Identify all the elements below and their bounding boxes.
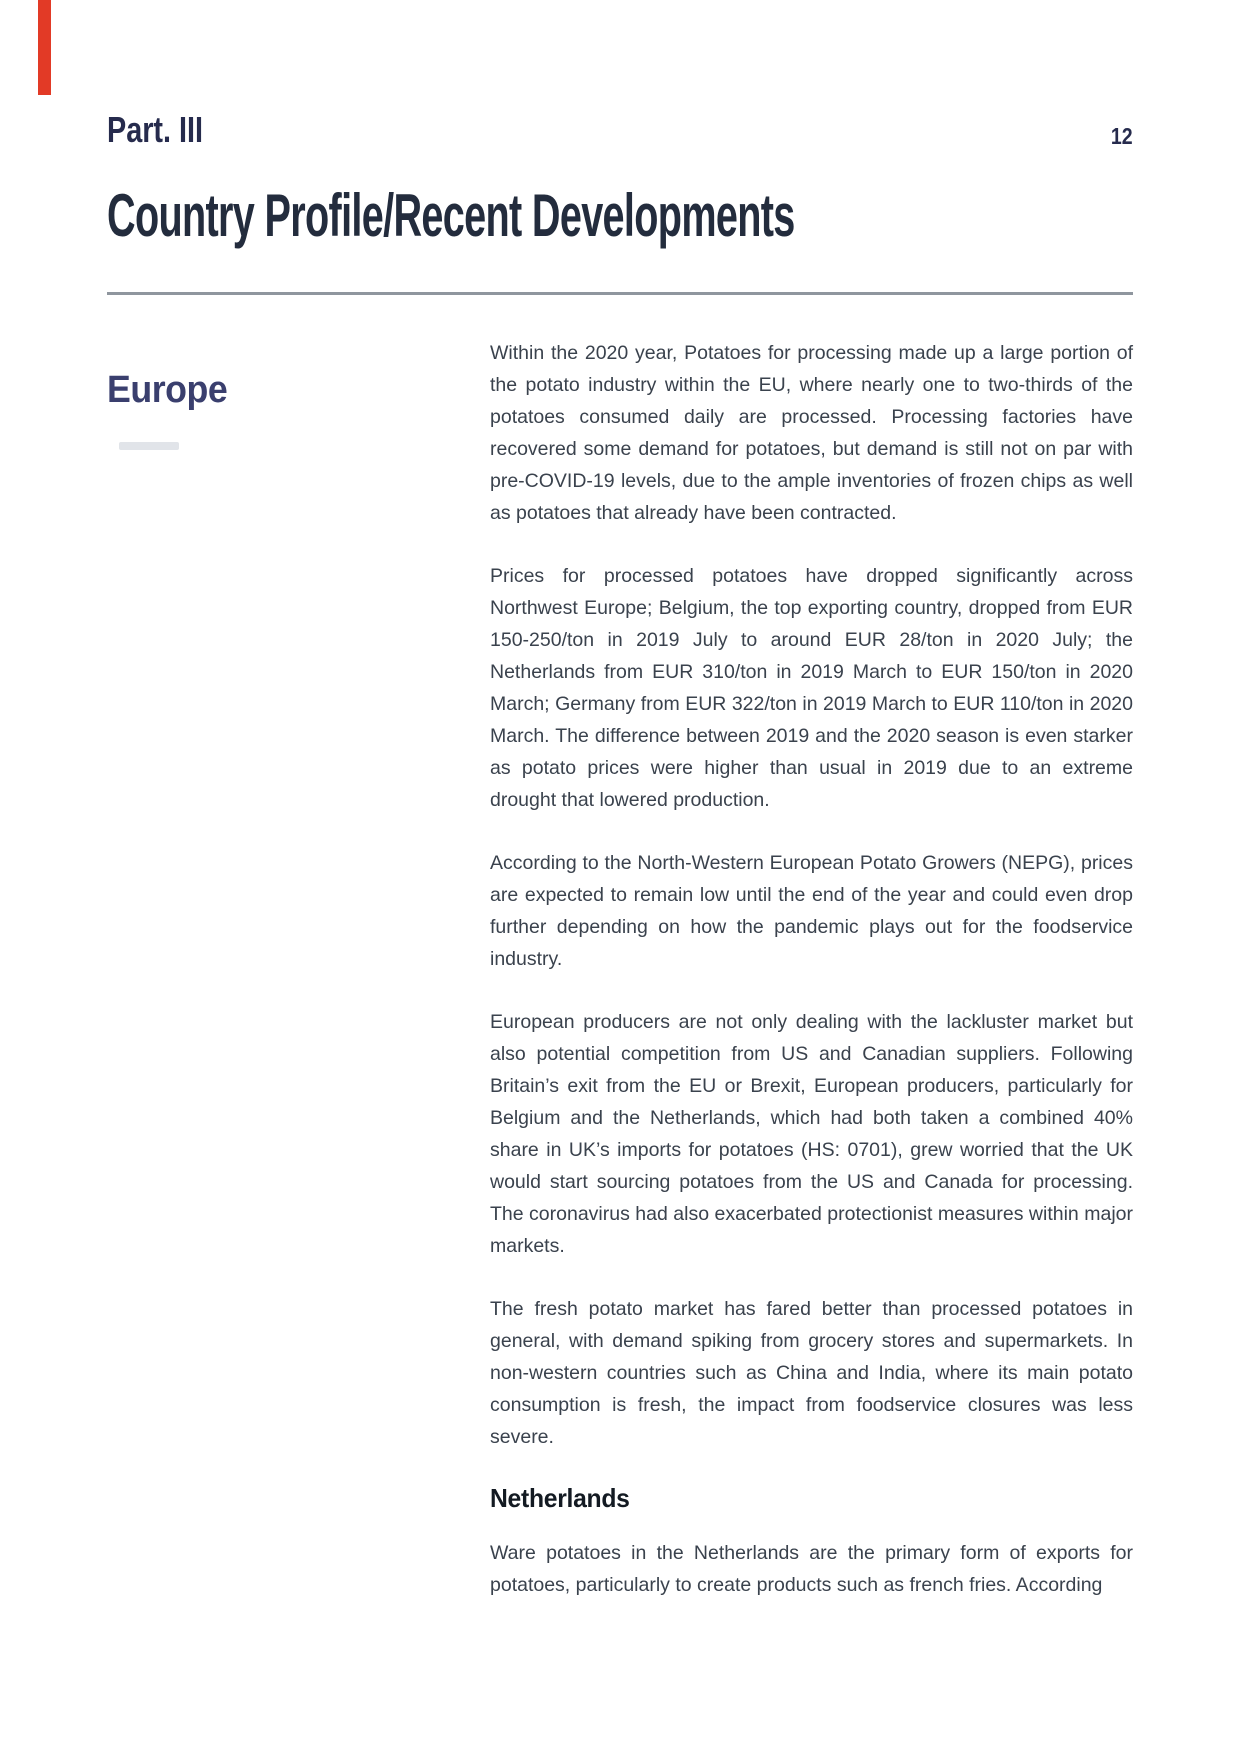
europe-paragraph-2: Prices for processed potatoes have dropped significantly across Northwest Europe; Belgium, the top exporting country, dropped from EUR 150-250/ton in 2019 July to around EUR 28/ton in 2020 July; the Netherlands from EUR 310/ton in 2019 March to EUR 150/ton in 2020 March; Germany from EUR 322/ton in 2019 March to EUR 110/ton in 2020 March. The difference between 2019 and the 2020 season is even starker as potato prices were higher than usual in 2019 due to an extreme drought that lowered production. [490,565,1133,811]
main-content [107,337,1133,1601]
page-number: 12 [1111,123,1133,149]
netherlands-paragraph-1: Ware potatoes in the Netherlands are the primary form of exports for potatoes, particularly to create products such as french fries. According [490,1541,1133,1596]
europe-paragraph-5: The fresh potato market has fared better than processed potatoes in general, with demand spiking from grocery stores and supermarkets. In non-western countries such as China and India, where its main potato consumption is fresh, the impact from foodservice closures was less severe. [490,1298,1133,1448]
europe-paragraph-1: Within the 2020 year, Potatoes for processing made up a large portion of the potato industry within the EU, where nearly one to two-thirds of the potatoes consumed daily are processed. Processing factories have recovered some demand for potatoes, but demand is still not on par with pre-COVID-19 levels, due to the ample inventories of frozen chips as well as potatoes that already have been contracted. [490,342,1133,524]
section-heading-netherlands: Netherlands [490,1483,630,1513]
europe-paragraph-4: European producers are not only dealing with the lackluster market but also potential competition from US and Canadian suppliers. Following Britain’s exit from the EU or Brexit, European producers, particularly for Belgium and the Netherlands, which had both taken a combined 40% share in UK’s imports for potatoes (HS: 0701), grew worried that the UK would start sourcing potatoes from the US and Canada for processing. The coronavirus had also exacerbated protectionist measures within major markets. [490,1011,1133,1257]
page-title: Country Profile/Recent Developments [107,182,795,249]
page-header [107,0,1133,148]
section-sidebar [107,337,490,1601]
part-label: Part. III [107,109,204,150]
section-heading-europe: Europe [107,369,228,411]
body-column [490,337,1133,1601]
europe-paragraph-3: According to the North-Western European Potato Growers (NEPG), prices are expected to remain low until the end of the year and could even drop further depending on how the pandemic plays out for the foodservice industry. [490,852,1133,970]
heading-accent-bar [119,442,179,450]
red-accent-marker [38,0,51,95]
header-divider [107,292,1133,295]
